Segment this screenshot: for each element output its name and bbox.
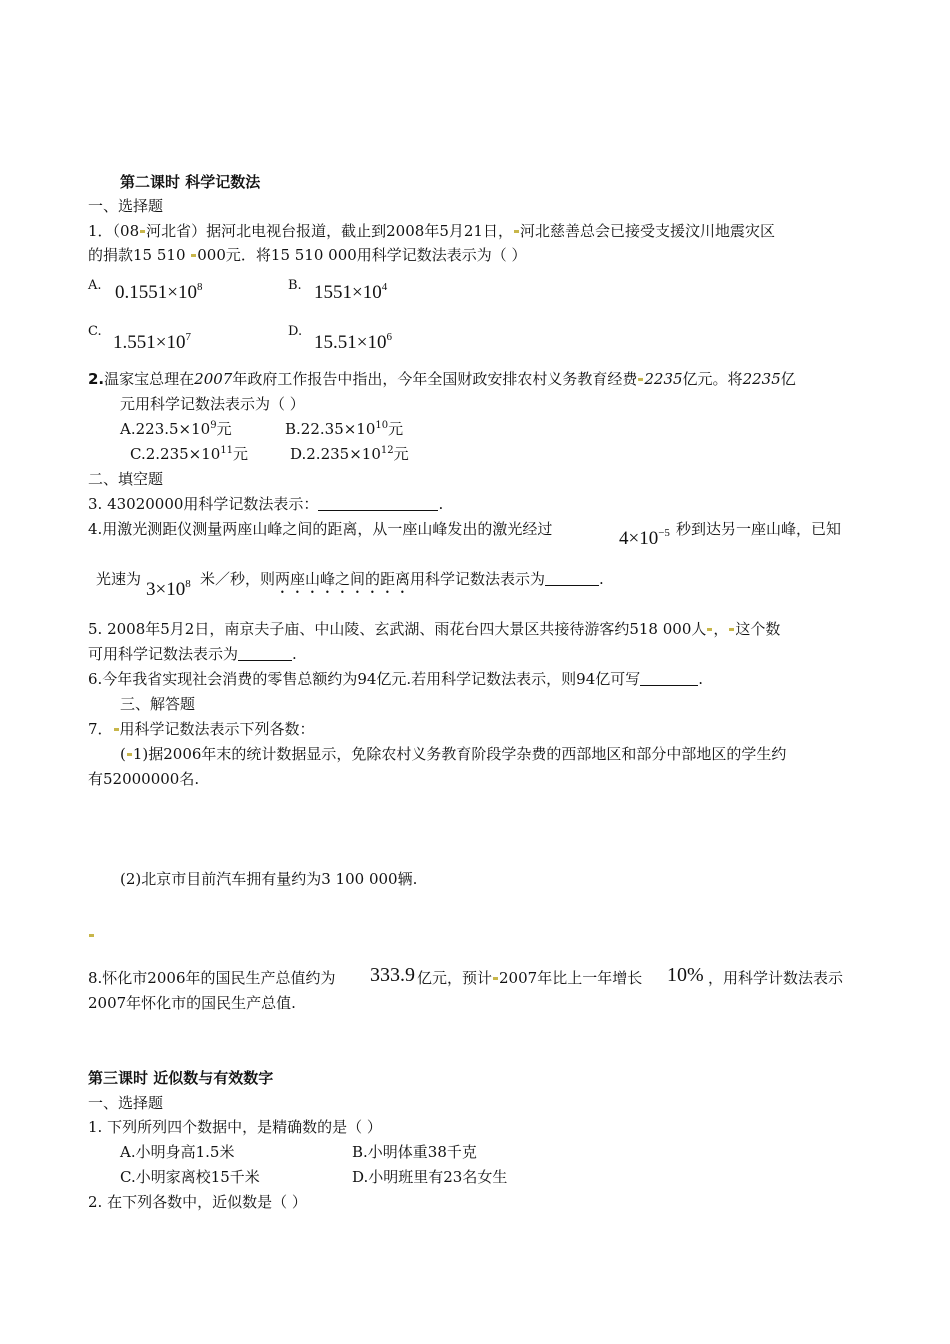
q8-value-math: 333.9 xyxy=(370,964,415,986)
question-2-line1 xyxy=(88,369,796,389)
q4-line2-c: 用科学记数法表示为 xyxy=(410,570,546,588)
q8-text-b: 亿元，预计 xyxy=(417,969,493,987)
q1-part-a: 1．（08 xyxy=(88,222,140,240)
q2-text-c: 亿元。将 xyxy=(682,370,743,388)
option-a-label: A. xyxy=(88,278,102,293)
q2-text-d: 亿 xyxy=(780,370,796,388)
q2-year: 2007 xyxy=(194,370,233,388)
q2-option-b xyxy=(285,419,403,439)
q5-answer-blank[interactable] xyxy=(238,646,292,661)
q5-text-a: 5. 2008年5月2日，南京夫子庙、中山陵、玄武湖、雨花台四大景区共接待游客约518 000人 xyxy=(88,620,707,638)
option-a-math xyxy=(115,281,202,304)
lesson2-section-choice: 一、选择题 xyxy=(88,197,164,215)
question-8-mid xyxy=(417,968,642,988)
question-4-line1-end: 秒到达另一座山峰，已知 xyxy=(676,520,842,538)
edit-mark xyxy=(89,934,94,937)
q7-num: 7． xyxy=(88,720,113,738)
question-4-line2 xyxy=(200,569,604,597)
q2-option-d xyxy=(290,444,409,464)
question-7-1-line1 xyxy=(120,744,786,764)
lesson3-q1-option-a: A.小明身高1.5米 xyxy=(120,1143,235,1161)
question-8-end: ，用科学计数法表示 xyxy=(708,969,844,987)
q3-end: . xyxy=(438,495,444,513)
edit-mark xyxy=(707,628,712,631)
option-a-base: 0.1551×10 xyxy=(115,282,197,303)
lesson2-section-answer: 三、解答题 xyxy=(120,695,196,713)
question-1-line2 xyxy=(88,245,527,265)
q4-time-exp: −5 xyxy=(658,527,670,539)
lesson3-question-2: 2. 在下列各数中，近似数是（ ） xyxy=(88,1193,307,1211)
lesson3-section-choice: 一、选择题 xyxy=(88,1094,164,1112)
q1-line2-b: 000元．将15 510 000用科学记数法表示为（ ） xyxy=(197,246,527,264)
q5-line2-text: 可用科学记数法表示为 xyxy=(88,645,239,663)
option-c-label: C. xyxy=(88,324,102,339)
q2-option-b-base: B.22.35×10 xyxy=(285,420,376,438)
q2-option-a xyxy=(120,419,232,439)
q4-speed-exp: 8 xyxy=(185,578,191,590)
question-7-1-line2: 有52000000名. xyxy=(88,770,200,788)
edit-mark xyxy=(514,230,519,233)
q2-option-a-exp: 9 xyxy=(210,420,217,431)
option-c-exp: 7 xyxy=(185,331,191,343)
option-c-math xyxy=(113,331,191,354)
q2-option-d-base: D.2.235×10 xyxy=(290,445,381,463)
question-4-line1-text: 4.用激光测距仪测量两座山峰之间的距离，从一座山峰发出的激光经过 xyxy=(88,520,553,538)
q7-1-text: 1)据2006年末的统计数据显示，免除农村义务教育阶段学杂费的西部地区和部分中部地区的学生约 xyxy=(132,745,787,763)
option-b-math xyxy=(314,281,387,304)
q6-answer-blank[interactable] xyxy=(640,671,698,686)
q5-text-c: 这个数 xyxy=(735,620,781,638)
option-b-label: B. xyxy=(288,278,302,293)
question-8-line2: 2007年怀化市的国民生产总值. xyxy=(88,994,296,1012)
edit-mark xyxy=(191,254,196,257)
q5-line2-end: . xyxy=(292,645,297,663)
q2-text-b: 年政府工作报告中指出，今年全国财政安排农村义务教育经费 xyxy=(232,370,638,388)
q2-option-a-unit: 元 xyxy=(216,420,232,438)
lesson2-section-fill: 二、填空题 xyxy=(88,470,164,488)
edit-mark xyxy=(140,230,145,233)
q2-option-d-unit: 元 xyxy=(393,445,409,463)
lesson3-q1-option-b: B.小明体重38千克 xyxy=(352,1143,477,1161)
lesson2-title: 第二课时 科学记数法 xyxy=(120,173,261,191)
q2-amount-2: 2235 xyxy=(742,370,781,388)
q4-time-math xyxy=(619,527,670,550)
q4-line2-end: . xyxy=(599,570,604,588)
lesson3-q1-option-c: C.小明家离校15千米 xyxy=(120,1168,260,1186)
q4-line2-start: 光速为 xyxy=(96,570,142,588)
q2-option-a-base: A.223.5×10 xyxy=(120,420,211,438)
edit-mark xyxy=(114,728,119,731)
q7-1-paren: ( xyxy=(120,745,126,763)
option-d-label: D. xyxy=(288,324,303,339)
q4-line2-b: 米／秒，则 xyxy=(200,570,276,588)
q8-text-c: 2007年比上一年增长 xyxy=(499,969,643,987)
q4-time-base: 4×10 xyxy=(619,528,659,549)
question-6 xyxy=(88,669,703,689)
option-c-base: 1.551×10 xyxy=(113,332,186,353)
question-7 xyxy=(88,719,315,739)
q2-option-c-unit: 元 xyxy=(233,445,249,463)
q1-part-c: 河北慈善总会已接受支援汶川地震灾区 xyxy=(519,222,775,240)
q4-emphasized-text: 两座山峰之间的距离 xyxy=(275,570,411,588)
question-5-line2 xyxy=(88,644,297,664)
edit-mark xyxy=(127,753,132,756)
q3-text: 3. 43020000用科学记数法表示： xyxy=(88,495,319,513)
q8-percent-math: 10% xyxy=(667,964,704,986)
q2-amount: 2235 xyxy=(644,370,683,388)
q2-option-c-exp: 11 xyxy=(220,445,234,456)
q4-speed-base: 3×10 xyxy=(146,579,186,600)
option-d-base: 15.51×10 xyxy=(314,332,387,353)
edit-mark xyxy=(493,977,498,980)
option-b-exp: 4 xyxy=(381,281,388,293)
lesson3-question-1: 1. 下列所列四个数据中，是精确数的是（ ） xyxy=(88,1118,382,1136)
q2-option-b-unit: 元 xyxy=(388,420,404,438)
q2-number: 2. xyxy=(88,370,105,388)
q6-text: 6.今年我省实现社会消费的零售总额约为94亿元.若用科学记数法表示，则94亿可写 xyxy=(88,670,641,688)
lesson3-q1-option-d: D.小明班里有23名女生 xyxy=(352,1168,508,1186)
q5-text-b: ， xyxy=(713,620,729,638)
q4-answer-blank[interactable] xyxy=(545,571,599,586)
question-8-start: 8.怀化市2006年的国民生产总值约为 xyxy=(88,969,336,987)
q4-speed-math xyxy=(146,578,191,601)
edit-mark xyxy=(729,628,734,631)
q6-end: . xyxy=(698,670,704,688)
q1-line2-a: 的捐款15 510 xyxy=(88,246,191,264)
edit-mark xyxy=(638,378,643,381)
question-7-2: (2)北京市目前汽车拥有量约为3 100 000辆. xyxy=(120,870,418,888)
option-d-exp: 6 xyxy=(386,331,392,343)
question-5-line1 xyxy=(88,619,780,639)
option-b-base: 1551×10 xyxy=(314,282,382,303)
q2-option-c xyxy=(130,444,248,464)
q2-option-b-exp: 10 xyxy=(375,420,389,431)
question-3 xyxy=(88,494,443,514)
q1-part-b: 河北省）据河北电视台报道，截止到2008年5月21日， xyxy=(146,222,513,240)
q3-answer-blank[interactable] xyxy=(318,496,438,511)
q2-option-c-base: C.2.235×10 xyxy=(130,445,221,463)
option-a-exp: 8 xyxy=(196,281,203,293)
lesson3-title: 第三课时 近似数与有效数字 xyxy=(88,1069,274,1087)
question-1-line1 xyxy=(88,221,775,241)
q7-text: 用科学记数法表示下列各数： xyxy=(119,720,315,738)
q2-option-d-exp: 12 xyxy=(380,445,394,456)
q2-text-a: 温家宝总理在 xyxy=(104,370,195,388)
question-2-line2: 元用科学记数法表示为（ ） xyxy=(120,395,305,413)
option-d-math xyxy=(314,331,392,354)
